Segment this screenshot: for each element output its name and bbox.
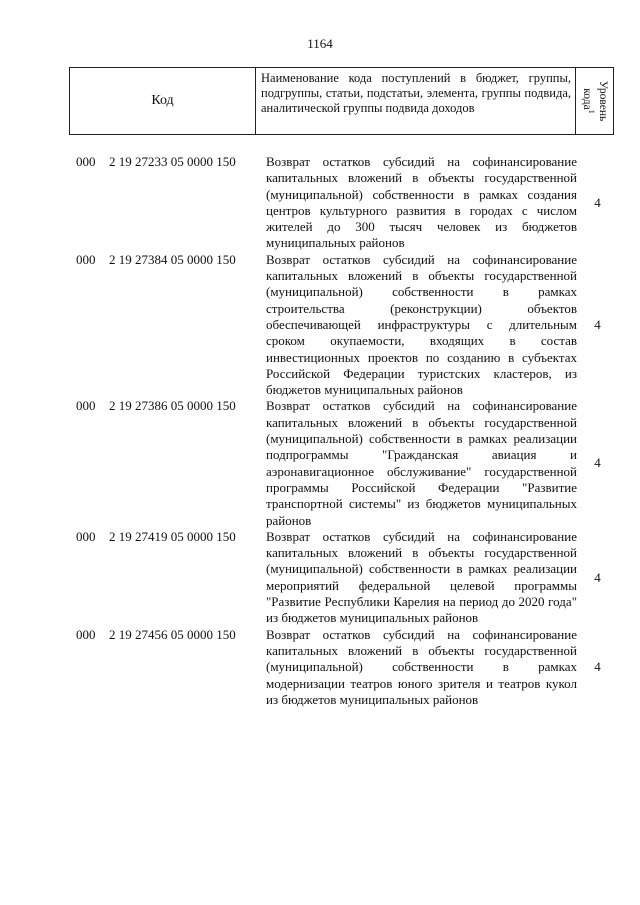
row-code: 2 19 27386 05 0000 150: [109, 398, 236, 414]
row-prefix: 000: [76, 251, 96, 267]
header-code: Код: [70, 68, 256, 134]
row-prefix: 000: [76, 398, 96, 414]
row-level: 4: [594, 455, 601, 471]
header-level: [576, 68, 613, 134]
table-row: [69, 398, 614, 528]
page-number: 1164: [307, 36, 333, 51]
table-row: [69, 627, 614, 708]
row-code: 2 19 27233 05 0000 150: [109, 154, 236, 169]
header-level-line2: кода: [580, 88, 593, 110]
header-level-footnote: 1: [586, 109, 596, 114]
table-header: [69, 67, 614, 135]
row-name: Возврат остатков субсидий на софинансирование капитальных вложений в объекты государственной (муниципальной) собственности в рамках реализации мероприятий федеральной целевой программы "Развитие Республики Карелия на период до 2020 года" из бюджетов муниципальных районов: [266, 528, 577, 626]
row-prefix: 000: [76, 528, 96, 544]
row-name: Возврат остатков субсидий на софинансирование капитальных вложений в объекты государственной (муниципальной) собственности в рамках модернизации театров юного зрителя и театров кукол из бюджетов муниципальных районов: [266, 626, 577, 707]
row-level: 4: [594, 194, 601, 210]
table-row: [69, 529, 614, 627]
row-code: 2 19 27419 05 0000 150: [109, 528, 236, 544]
row-code: 2 19 27456 05 0000 150: [109, 626, 236, 642]
row-level: 4: [594, 316, 601, 332]
row-code: 2 19 27384 05 0000 150: [109, 251, 236, 267]
row-name: Возврат остатков субсидий на софинансирование капитальных вложений в объекты государственной (муниципальной) собственности в рамках реализации подпрограммы "Гражданская авиация и аэронавигационное обслуживание" государственной программы Российской Федерации "Развитие транспортной системы" из бюджетов муниципальных районов: [266, 398, 577, 528]
table-row: [69, 252, 614, 399]
header-level-line1: Уровень: [596, 80, 609, 122]
row-prefix: 000: [76, 626, 96, 642]
table-row: [69, 154, 614, 252]
row-level: 4: [594, 569, 601, 585]
row-name: Возврат остатков субсидий на софинансирование капитальных вложений в объекты государственной (муниципальной) собственности в рамках строительства (реконструкции) объектов обеспечивающей инфраструктуры с длительным сроком окупаемости, входящих в состав инвестиционных проектов по созданию в субъектах Российской Федерации туристских кластеров, из бюджетов муниципальных районов: [266, 251, 577, 398]
header-level-text: [581, 81, 609, 122]
row-level: 4: [594, 659, 601, 675]
row-name: Возврат остатков субсидий на софинансирование капитальных вложений в объекты государственной (муниципальной) собственности в рамках создания центров культурного развития в городах с числом жителей до 300 тысяч человек из бюджетов муниципальных районов: [266, 154, 577, 251]
table-body: [69, 154, 614, 708]
row-prefix: 000: [76, 154, 96, 169]
header-name: Наименование кода поступлений в бюджет, группы, подгруппы, статьи, подстатьи, элемента, группы подвида, аналитической группы подвида доходов: [256, 68, 576, 134]
